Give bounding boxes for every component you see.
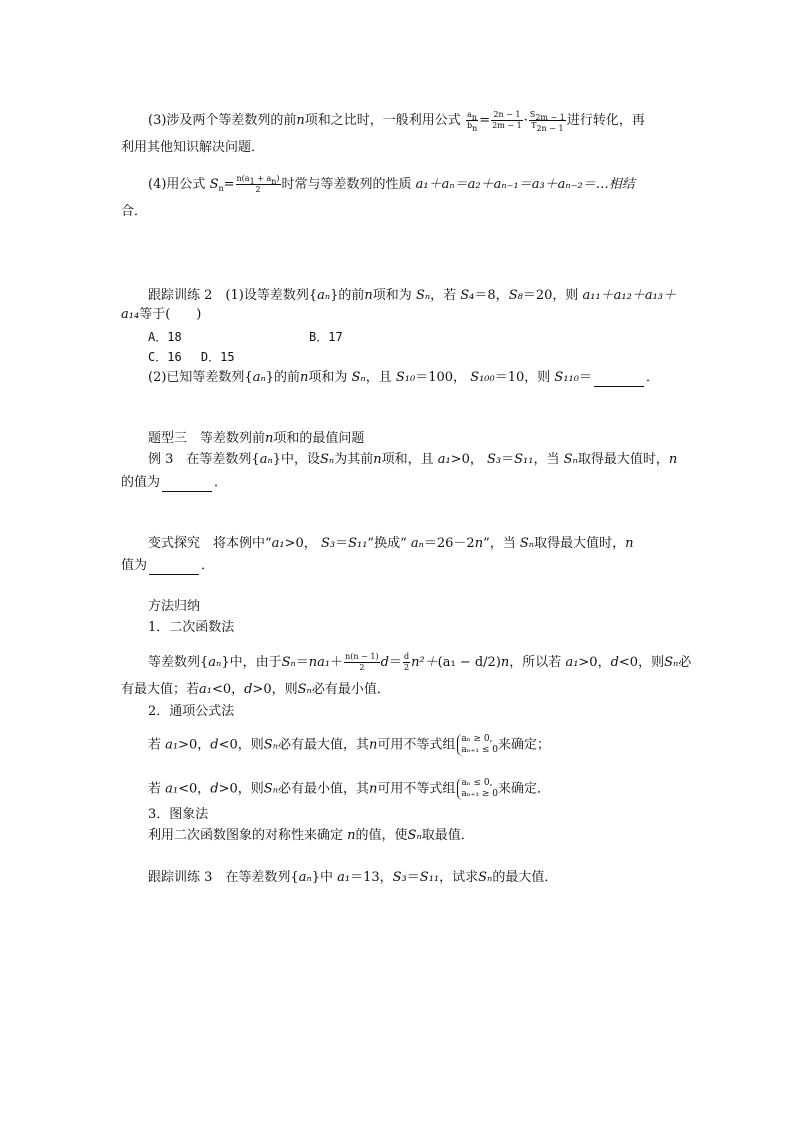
text: 若 [148, 781, 162, 797]
text: 的值，使 [355, 828, 408, 843]
text: }的前 [265, 370, 300, 385]
text: ＝20，则 [522, 288, 579, 303]
var: S₁₀ [395, 370, 416, 385]
fraction-ratio [491, 110, 523, 131]
method-1-heading: 1．二次函数法 [148, 620, 235, 635]
var: Sₙ [664, 655, 679, 670]
sub: n [471, 113, 478, 122]
var: S₃ [392, 870, 407, 885]
text: 项和，且 [381, 452, 434, 467]
text: >0， [284, 536, 317, 551]
var: aₙ [252, 370, 266, 385]
var: aₙ [208, 655, 222, 670]
text: 必 [678, 655, 692, 670]
text: <0，则 [218, 737, 264, 753]
t2-line2 [121, 306, 201, 324]
text: ，当 [533, 452, 560, 467]
num: 2n − 1 [491, 110, 523, 121]
text: 题型三 等差数列前 [148, 431, 266, 446]
var: Sₙ [478, 870, 493, 885]
text: 可用不等式组 [377, 737, 456, 753]
text: 必有最小值，其 [277, 781, 369, 797]
var: aₙ [410, 536, 424, 551]
text: (4)用公式 [148, 177, 206, 192]
text: 时常与等差数列的性质 [281, 177, 412, 192]
num: a [467, 110, 472, 119]
text: ＋ [330, 655, 344, 670]
text: 来确定． [498, 781, 551, 797]
sub: 1 [249, 177, 255, 186]
text: }的前 [330, 288, 365, 303]
text: 例 3 在等差数列{ [148, 452, 260, 467]
inequality: aₙ₊₁ ≤ 0 [461, 745, 498, 755]
text: >0， [578, 655, 611, 670]
var: n [369, 737, 378, 753]
text: <0，则 [618, 655, 665, 670]
text: <0， [178, 781, 211, 797]
num: S [529, 110, 536, 119]
method-1-line1 [148, 652, 691, 673]
p3-line1 [148, 110, 645, 131]
answer-blank [149, 562, 199, 575]
t2-q2 [148, 369, 659, 387]
text: ＝ [501, 452, 515, 467]
method-2-line1 [148, 734, 550, 756]
variant-line2 [121, 557, 214, 575]
text: ＝ [578, 370, 592, 385]
var: a₁ [271, 536, 285, 551]
text: 等于( ) [139, 307, 202, 322]
var: a₁ [165, 781, 179, 797]
text: 项和的最值问题 [273, 431, 365, 446]
method-2-heading: 2．通项公式法 [148, 704, 235, 719]
text: >0，则 [252, 682, 298, 697]
var: d [210, 781, 219, 797]
text: 进行转化，再 [566, 113, 645, 128]
var-S: S [209, 177, 219, 192]
text: 取得最大值时， [534, 536, 626, 551]
den: b [466, 121, 473, 130]
var: S₈ [508, 288, 523, 303]
var: a₁ [337, 870, 351, 885]
var: S₃ [487, 452, 502, 467]
p3-line2: 利用其他知识解决问题． [121, 140, 265, 155]
text: 等差数列{ [148, 655, 209, 670]
t3-line1 [148, 869, 557, 887]
text: }中 [311, 870, 333, 885]
var: Sₙ [320, 452, 335, 467]
method-1-line2 [121, 681, 390, 699]
p4-line2: 合． [121, 204, 148, 219]
example3-line2 [121, 474, 227, 492]
variant-line1 [148, 535, 633, 553]
inequality-system [457, 778, 498, 800]
text: 值为 [121, 558, 148, 573]
option-b: B．17 [309, 330, 343, 344]
var: n [474, 536, 484, 551]
text: (3)涉及两个等差数列的前 [148, 113, 297, 128]
var: a₁₄ [121, 307, 140, 322]
text: 必有最小值． [311, 682, 390, 697]
var: d [210, 737, 219, 753]
var: Sₙ [263, 737, 278, 753]
var: na₁ [308, 655, 331, 670]
text: }中，由于 [221, 655, 282, 670]
fraction-an-bn [466, 110, 478, 131]
den: 2 [255, 185, 261, 194]
var: Sₙ [297, 682, 312, 697]
den: 2 [359, 663, 365, 672]
text: ＝8， [474, 288, 509, 303]
option-a: A．18 [148, 330, 182, 344]
var: Sₙ [407, 828, 422, 843]
den: 2 [403, 663, 410, 672]
var: Sₙ [263, 781, 278, 797]
var: Sₙ [415, 288, 431, 303]
text: 若 [148, 737, 162, 753]
var: aₙ [298, 870, 312, 885]
fraction-S-T [529, 110, 566, 131]
example3-line1 [148, 451, 677, 469]
text: 取得最大值时， [577, 452, 669, 467]
var: n²＋ [411, 655, 438, 670]
var: a₁ [165, 737, 179, 753]
text: ＝ [335, 536, 349, 551]
type3-title [148, 430, 364, 448]
var: a₁ [199, 682, 212, 697]
text: ． [214, 475, 228, 490]
text: >0，则 [218, 781, 264, 797]
method-3-heading: 3．图象法 [148, 807, 209, 822]
text: >0， [178, 737, 211, 753]
den: 2m − 1 [492, 121, 522, 130]
text: ＝ [388, 655, 402, 670]
text: ． [645, 370, 659, 385]
text: 变式探究 将本例中“ [148, 536, 272, 551]
inequality: aₙ₊₁ ≥ 0 [461, 789, 498, 799]
var: n [364, 288, 373, 303]
inequality: aₙ ≥ 0, [461, 734, 493, 744]
text: 跟踪训练 3 在等差数列{ [148, 870, 299, 885]
text: ，试求 [439, 870, 479, 885]
text: ，所以若 [509, 655, 562, 670]
var: S₁₁ [348, 536, 368, 551]
text: ＝26－2 [423, 536, 475, 551]
num: n(a [236, 174, 250, 183]
option-cd: C．16 D．15 [148, 350, 235, 364]
eq: = [479, 113, 491, 128]
var: n [625, 536, 634, 551]
num: + a [254, 174, 272, 183]
text: ”，当 [483, 536, 516, 551]
text: ，且 [365, 370, 392, 385]
fraction-sum [236, 174, 281, 195]
text: ＝13， [350, 870, 393, 885]
text: ＝100， [415, 370, 467, 385]
text: <0， [211, 682, 245, 697]
num: d [403, 652, 410, 661]
text: 必有最大值，其 [277, 737, 369, 753]
var: d [244, 682, 253, 697]
text: 项和为 [308, 370, 348, 385]
sub: n [472, 124, 478, 133]
var: S₁₁ [419, 870, 440, 885]
var: n [373, 452, 382, 467]
text: ． [201, 558, 215, 573]
method-title: 方法归纳 [148, 599, 201, 614]
var: n [265, 431, 274, 446]
var: n [347, 828, 356, 843]
var: S₁₀₀ [470, 370, 495, 385]
text: 利用二次函数图象的对称性来确定 [148, 828, 344, 843]
text: ＝10，则 [494, 370, 551, 385]
var: aₙ [259, 452, 273, 467]
text: 项和之比时，一般利用公式 [304, 113, 461, 128]
sub: n [218, 184, 224, 193]
text: 的最大值． [492, 870, 558, 885]
var: d [380, 655, 389, 670]
text: ＝ [406, 870, 420, 885]
var: n [500, 655, 510, 670]
num: n(n − 1) [345, 652, 379, 661]
text: 来确定； [498, 737, 551, 753]
var: n [369, 781, 378, 797]
eq: = [223, 177, 235, 192]
text: 项和为 [372, 288, 412, 303]
paren-expr: (a₁ − d/2) [437, 655, 501, 670]
var: Sₙ [519, 536, 535, 551]
answer-blank [162, 479, 212, 492]
text: 有最大值；若 [121, 682, 200, 697]
text: 可用不等式组 [377, 781, 456, 797]
var: a₁ [437, 452, 451, 467]
den: T [531, 121, 537, 130]
method-3-line1 [148, 827, 474, 845]
var: S₁₁₀ [554, 370, 579, 385]
var: S₃ [320, 536, 336, 551]
p4-line1 [148, 174, 635, 195]
text: }中，设 [272, 452, 320, 467]
var: Sₙ [351, 370, 366, 385]
t2-line1 [148, 287, 676, 305]
inequality-system [457, 734, 498, 756]
inequality: aₙ ≤ 0, [461, 778, 493, 788]
answer-blank [594, 374, 644, 387]
var: aₙ [317, 288, 331, 303]
var: S₄ [460, 288, 475, 303]
method-2-line2 [148, 778, 550, 800]
text: ”换成“ [367, 536, 407, 551]
text: 跟踪训练 2 (1)设等差数列{ [148, 288, 318, 303]
text: (2)已知等差数列{ [148, 370, 253, 385]
dot: · [523, 113, 528, 128]
fraction-d-2 [403, 652, 410, 673]
text: ＝ [295, 655, 309, 670]
var: Sₙ [563, 452, 578, 467]
fraction-n-n-1 [344, 652, 379, 673]
var: n [668, 452, 678, 467]
var: d [610, 655, 619, 670]
var: Sₙ [281, 655, 296, 670]
sub: 2n − 1 [536, 124, 564, 133]
text: 为其前 [334, 452, 374, 467]
var: n [300, 370, 309, 385]
sub: 2m − 1 [535, 113, 565, 122]
var: a₁ [565, 655, 579, 670]
num: ) [276, 174, 280, 183]
text: 的值为 [121, 475, 161, 490]
var: a₁₁＋a₁₂＋a₁₃＋ [582, 288, 677, 303]
text: 取最值． [421, 828, 474, 843]
sub: n [271, 177, 277, 186]
text: ，若 [430, 288, 457, 303]
relation: a₁＋aₙ＝a₂＋aₙ₋₁＝a₃＋aₙ₋₂＝…相结 [415, 177, 635, 192]
var: S₁₁ [514, 452, 534, 467]
var-n: n [296, 113, 305, 128]
text: >0， [450, 452, 483, 467]
